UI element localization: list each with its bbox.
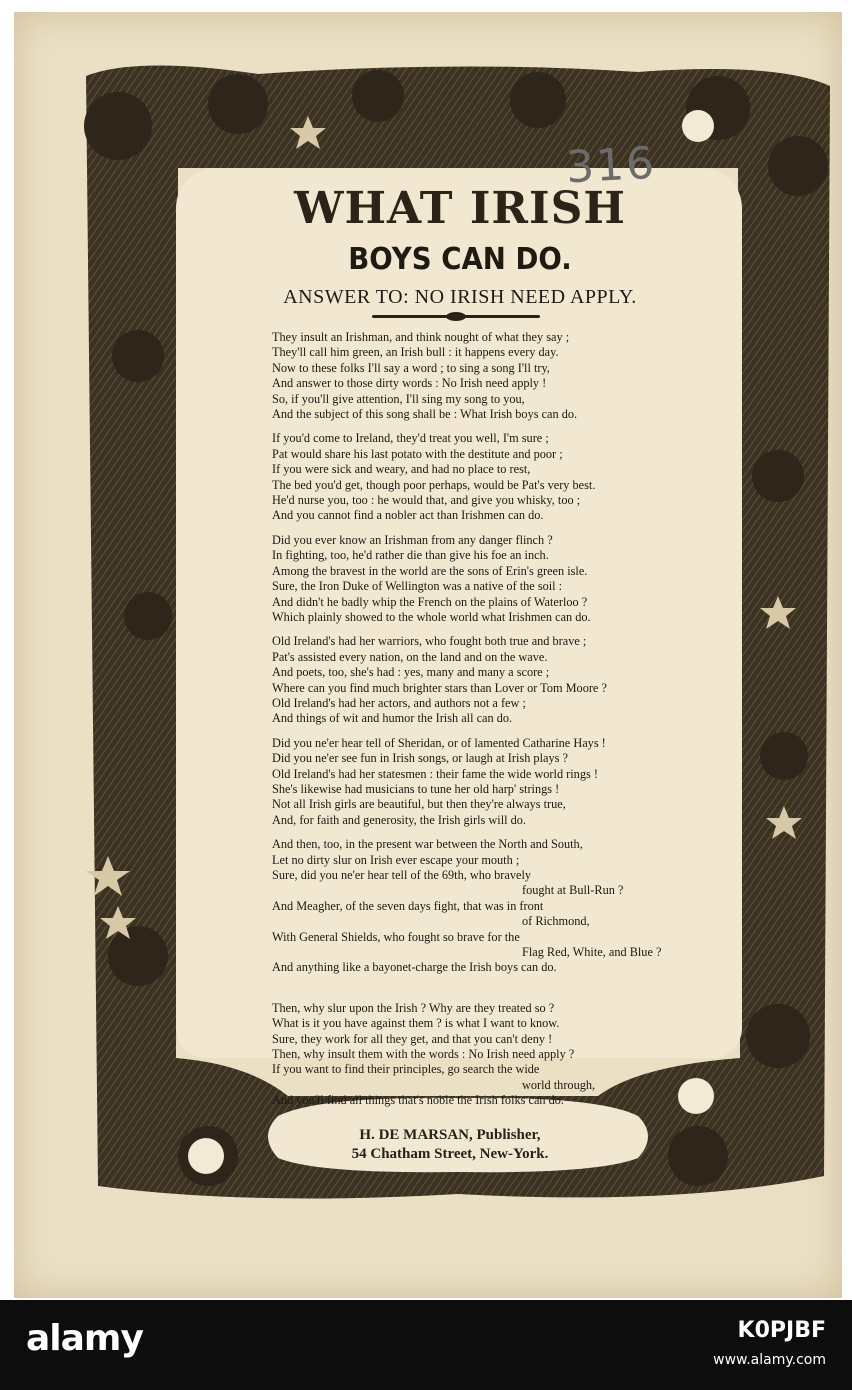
verse-line: And didn't he badly whip the French on the plains of Waterloo ? <box>272 594 588 609</box>
verse-line: And things of wit and humor the Irish all can do. <box>272 711 513 726</box>
verse-line: Then, why slur upon the Irish ? Why are they treated so ? <box>272 1000 555 1015</box>
imprint-line-1: H. DE MARSAN, Publisher, <box>359 1127 541 1143</box>
verse-line: Sure, the Iron Duke of Wellington was a native of the soil : <box>272 579 563 594</box>
verse-line: They'll call him green, an Irish bull : it happens every day. <box>272 345 559 360</box>
verse-line: What is it you have against them ? is what I want to know. <box>272 1016 560 1031</box>
imprint-line-2: 54 Chatham Street, New-York. <box>351 1146 549 1162</box>
verse-line: Sure, did you ne'er hear tell of the 69th, who bravely <box>272 868 532 882</box>
verse-line: And, for faith and generosity, the Irish girls will do. <box>272 812 526 827</box>
alamy-logo: alamy <box>26 1318 143 1359</box>
verse-line: With General Shields, who fought so brave for the <box>272 929 520 944</box>
verse-line: Did you ever know an Irishman from any danger flinch ? <box>272 532 553 547</box>
verse-line: Where can you find much brighter stars than Lover or Tom Moore ? <box>272 680 607 695</box>
verse-line: Old Ireland's had her actors, and authors not a few ; <box>272 695 526 710</box>
verse-line: world through, <box>522 1077 596 1092</box>
verse-line: Now to these folks I'll say a word ; to sing a song I'll try, <box>272 360 550 375</box>
title-line-1: WHAT IRISH <box>294 183 626 234</box>
stanza <box>272 533 692 625</box>
verse-line: And anything like a bayonet-charge the Irish boys can do. <box>272 960 557 975</box>
verse-line: Flag Red, White, and Blue ? <box>522 945 662 960</box>
verse-line: If you want to find their principles, go search the wide <box>272 1062 540 1077</box>
verse-line: Sure, they work for all they get, and that you can't deny ! <box>272 1031 553 1046</box>
verse-line: If you'd come to Ireland, they'd treat you well, I'm sure ; <box>272 431 549 446</box>
stanza <box>272 736 692 828</box>
ornamental-rule <box>372 315 540 318</box>
stanza <box>272 634 692 726</box>
verse-line: They insult an Irishman, and think nought of what they say ; <box>272 330 570 344</box>
title-line-2: BOYS CAN DO. <box>348 242 572 277</box>
verse-line: Pat would share his last potato with the destitute and poor ; <box>272 446 563 461</box>
verse-line: And you cannot find a nobler act than Irishmen can do. <box>272 508 544 523</box>
stanza <box>272 330 692 422</box>
verse-line: And answer to those dirty words : No Irish need apply ! <box>272 376 547 391</box>
song-lyrics <box>272 330 692 1118</box>
verse-line: fought at Bull-Run ? <box>522 883 624 898</box>
verse-line: Among the bravest in the world are the sons of Erin's green isle. <box>272 563 588 578</box>
verse-line: And you'll find all things that's noble the Irish folks can do. <box>272 1093 565 1108</box>
verse-line: He'd nurse you, too : he would that, and give you whisky, too ; <box>272 493 581 508</box>
verse-line: The bed you'd get, though poor perhaps, would be Pat's very best. <box>272 477 596 492</box>
subtitle: ANSWER TO: NO IRISH NEED APPLY. <box>283 286 637 308</box>
footer-url: www.alamy.com <box>713 1352 826 1368</box>
verse-line: Then, why insult them with the words : No Irish need apply ? <box>272 1047 575 1062</box>
verse-line: Did you ne'er see fun in Irish songs, or laugh at Irish plays ? <box>272 751 568 766</box>
verse-line: Which plainly showed to the whole world what Irishmen can do. <box>272 609 591 624</box>
verse-line: Let no dirty slur on Irish ever escape your mouth ; <box>272 852 520 867</box>
publisher-imprint <box>300 1126 600 1164</box>
image-code: K0PJBF <box>737 1318 826 1343</box>
verse-line: And poets, too, she's had : yes, many and many a score ; <box>272 665 550 680</box>
verse-line: And Meagher, of the seven days fight, that was in front <box>272 898 544 913</box>
verse-line: Old Ireland's had her warriors, who fought both true and brave ; <box>272 634 587 649</box>
verse-line: So, if you'll give attention, I'll sing my song to you, <box>272 391 525 406</box>
handwritten-catalog-number: 316 <box>564 137 658 194</box>
stanza <box>272 431 692 523</box>
verse-line: If you were sick and weary, and had no place to rest, <box>272 462 531 477</box>
verse-line: And then, too, in the present war between the North and South, <box>272 837 583 852</box>
stanza <box>272 1001 692 1109</box>
verse-line: Old Ireland's had her statesmen : their fame the wide world rings ! <box>272 766 598 781</box>
verse-line: Not all Irish girls are beautiful, but then they're always true, <box>272 797 566 812</box>
stanza-gap <box>272 985 692 1001</box>
verse-line: Did you ne'er hear tell of Sheridan, or of lamented Catharine Hays ! <box>272 735 606 750</box>
verse-line: Pat's assisted every nation, on the land and on the wave. <box>272 649 548 664</box>
stanza <box>272 837 692 976</box>
verse-line: of Richmond, <box>522 914 590 929</box>
verse-line: And the subject of this song shall be : What Irish boys can do. <box>272 407 578 422</box>
verse-line: In fighting, too, he'd rather die than give his foe an inch. <box>272 548 549 563</box>
verse-line: She's likewise had musicians to tune her old harp' strings ! <box>272 781 560 796</box>
